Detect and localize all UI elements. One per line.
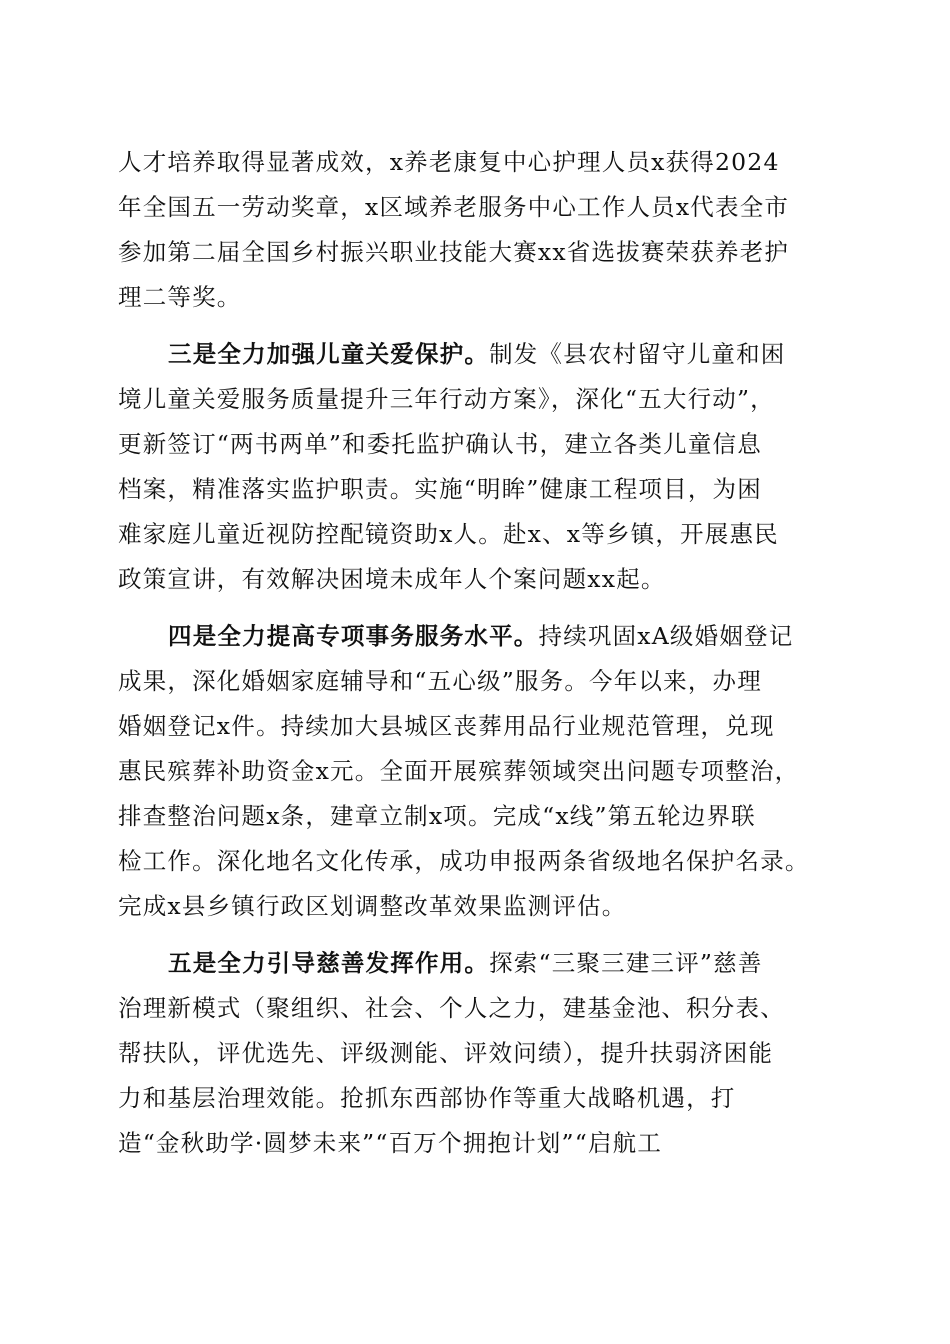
text-line: 惠民殡葬补助资金x元。全面开展殡葬领域突出问题专项整治， — [118, 757, 800, 785]
text-line: 造“金秋助学·圆梦未来”“百万个拥抱计划”“启航工 — [118, 1129, 663, 1157]
text-line — [118, 614, 838, 659]
text-line: 成果，深化婚姻家庭辅导和“五心级”服务。今年以来，办理 — [118, 667, 762, 695]
text-line: 帮扶队，评优选先、评级测能、评效问绩），提升扶弱济困能 — [118, 1039, 774, 1067]
text-run: 探索“三聚三建三评”慈善 — [489, 949, 763, 977]
text-line: 理二等奖。 — [118, 283, 242, 311]
paragraph-heading: 三是全力加强儿童关爱保护。 — [168, 340, 490, 368]
text-line: 人才培养取得显著成效，x养老康复中心护理人员x获得2024 — [118, 148, 780, 176]
text-line: 政策宣讲，有效解决困境未成年人个案问题xx起。 — [118, 565, 666, 593]
text-line — [118, 941, 838, 986]
text-line: 档案，精准落实监护职责。实施“明眸”健康工程项目，为困 — [118, 475, 762, 503]
text-run: 制发《县农村留守儿童和困 — [489, 340, 786, 368]
text-run: 持续巩固xA级婚姻登记 — [538, 622, 794, 650]
paragraph-charity — [118, 941, 838, 1166]
text-line: 完成x县乡镇行政区划调整改革效果监测评估。 — [118, 892, 627, 920]
text-line: 治理新模式（聚组织、社会、个人之力，建基金池、积分表、 — [118, 994, 785, 1022]
text-line: 难家庭儿童近视防控配镜资助x人。赴x、x等乡镇，开展惠民 — [118, 520, 779, 548]
text-line: 排查整治问题x条，建章立制x项。完成“x线”第五轮边界联 — [118, 802, 756, 830]
text-line: 境儿童关爱服务质量提升三年行动方案》，深化“五大行动”， — [118, 385, 775, 413]
text-line: 检工作。深化地名文化传承，成功申报两条省级地名保护名录。 — [118, 847, 810, 875]
document-page — [118, 140, 838, 1166]
paragraph-child-protection — [118, 332, 838, 602]
text-line: 更新签订“两书两单”和委托监护确认书，建立各类儿童信息 — [118, 430, 762, 458]
paragraph-heading: 四是全力提高专项事务服务水平。 — [168, 622, 539, 650]
text-line — [118, 332, 838, 377]
text-line: 年全国五一劳动奖章，x区域养老服务中心工作人员x代表全市 — [118, 193, 790, 221]
paragraph-heading: 五是全力引导慈善发挥作用。 — [168, 949, 490, 977]
text-line: 参加第二届全国乡村振兴职业技能大赛xx省选拔赛荣获养老护 — [118, 238, 790, 266]
text-line: 婚姻登记x件。持续加大县城区丧葬用品行业规范管理，兑现 — [118, 712, 775, 740]
paragraph-talent — [118, 140, 838, 320]
paragraph-special-affairs — [118, 614, 838, 929]
text-line: 力和基层治理效能。抢抓东西部协作等重大战略机遇，打 — [118, 1084, 736, 1112]
